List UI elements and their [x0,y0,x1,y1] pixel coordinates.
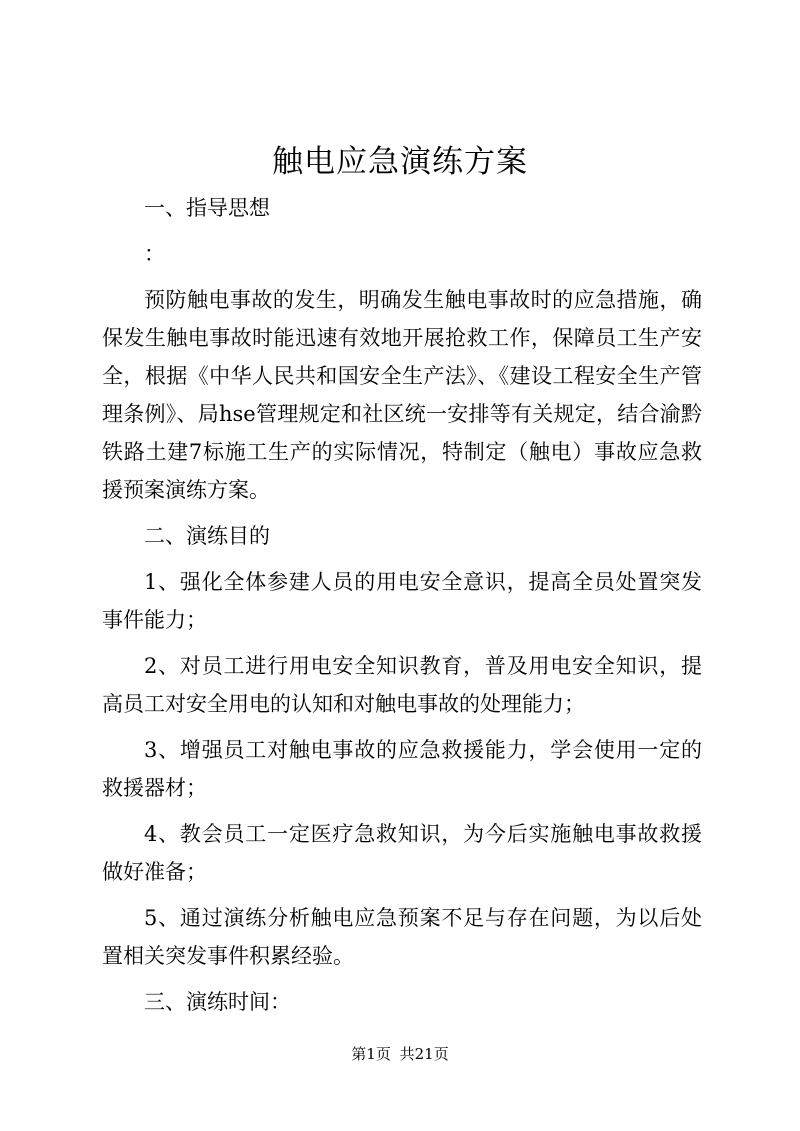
colon-line: ： [144,242,165,266]
objective-item-4: 4、教会员工一定医疗急救知识，为今后实施触电事故救援做好准备； [102,822,702,884]
page-total: 共21页 [399,1045,449,1063]
page-number: 第1页 [351,1045,391,1063]
section-heading-guiding-thought: 一、指导思想 [144,196,270,220]
paragraph-purpose-statement: 预防触电事故的发生，明确发生触电事故时的应急措施，确保发生触电事故时能迅速有效地开展抢救工作，保障员工生产安全，根据《中华人民共和国安全生产法》、《建设工程安全生产管理条例》、局hse管理规定和社区统一安排等有关规定，结合渝黔铁路土建7标施工生产的实际情况，特制定（触电）事故应急救援预案演练方案。 [102,288,702,502]
section-heading-drill-time: 三、演练时间： [144,990,291,1014]
section-heading-drill-objectives: 二、演练目的 [144,524,270,548]
page-footer [0,1044,800,1064]
objective-item-2: 2、对员工进行用电安全知识教育，普及用电安全知识，提高员工对安全用电的认知和对触电事故的处理能力； [102,654,702,716]
document-title: 触电应急演练方案 [272,144,528,180]
objective-item-1: 1、强化全体参建人员的用电安全意识，提高全员处置突发事件能力； [102,570,702,632]
objective-item-5: 5、通过演练分析触电应急预案不足与存在问题，为以后处置相关突发事件积累经验。 [102,906,702,968]
objective-item-3: 3、增强员工对触电事故的应急救援能力，学会使用一定的救援器材； [102,738,702,800]
document-body [102,189,702,1021]
